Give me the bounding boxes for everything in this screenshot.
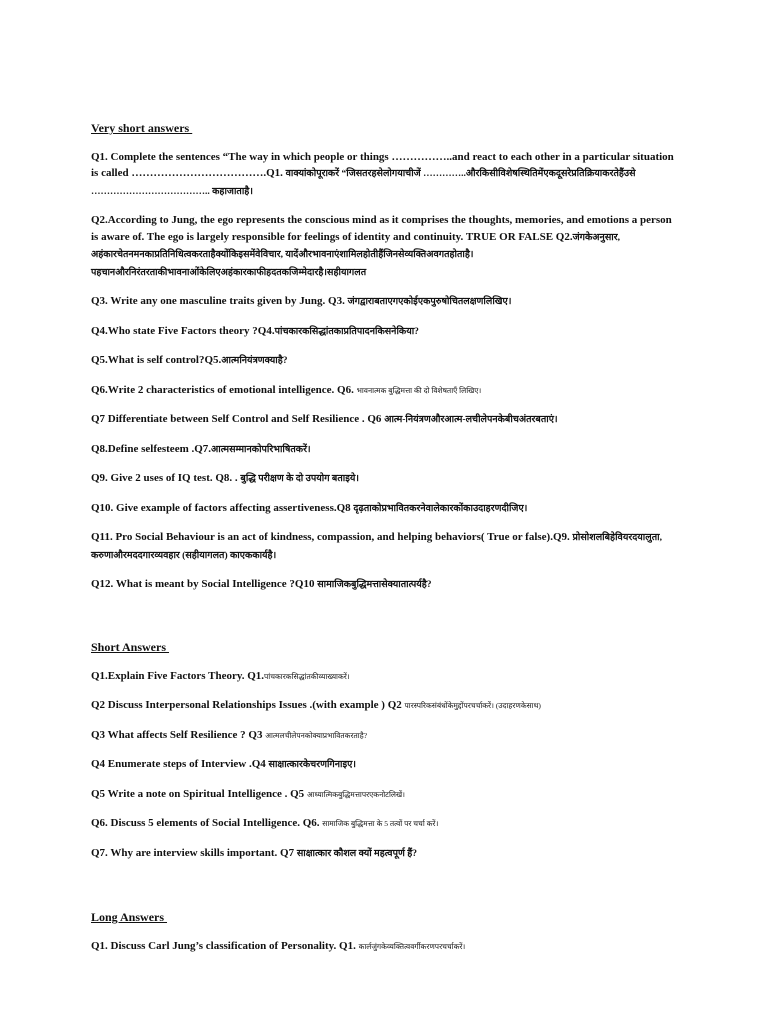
question-text-en: Q5.What is self control?Q5. xyxy=(91,354,222,366)
question-text-en: Q3 What affects Self Resilience ? Q3 xyxy=(91,728,266,741)
question-item xyxy=(91,697,681,715)
question-text-hi: पांचकारकसिद्धांतकाप्रतिपादनकिसनेकिया? xyxy=(274,326,419,337)
question-item xyxy=(91,815,681,833)
question-text-hi: जंगकेअनुसार, अहंकारचेतनमनकाप्रतिनिधित्वकरताहैक्योंकिइसमेंवेविचार, यादेंऔरभावनाएंशामिलहोतीहैंजिनसेव्यक्तिअवगतहोताहै।पहचानऔरनिरंतरताकीभावनाओंकेलिएअहंकारकाफीहदतकजिम्मेदारहै।सहीयागलत xyxy=(91,232,620,278)
section-very-short-answers xyxy=(91,120,681,594)
section-heading-very-short: Very short answers xyxy=(91,121,193,135)
question-item xyxy=(91,212,681,281)
question-text-en: Q11. Pro Social Behaviour is an act of kindness, compassion, and helping behaviors( True or false).Q9. xyxy=(91,531,573,543)
question-text-en: Q6.Write 2 characteristics of emotional intelligence. Q6. xyxy=(91,383,357,396)
question-text-hi: साक्षात्कारकेचरणगिनाइए। xyxy=(268,760,357,770)
question-text-hi: आध्यात्मिकबुद्धिमत्तापरएकनोटलिखें। xyxy=(306,789,405,799)
question-text-en: Q7. Why are interview skills important. Q7 xyxy=(91,846,297,859)
question-item xyxy=(91,323,681,341)
question-text-en: Q1. Complete the sentences “The way in which people or things ……………..and react to each other in a particular situation is called ……………………………….Q1. xyxy=(91,150,674,179)
question-text-hi: कार्लजुंगकेव्यक्तित्ववर्गीकरणपरचर्चाकरें। xyxy=(358,941,466,951)
question-item xyxy=(91,382,681,400)
question-text-en: Q1. Discuss Carl Jung’s classification of Personality. Q1. xyxy=(91,939,359,952)
question-text-hi: आत्मनियंत्रणक्याहै? xyxy=(221,356,288,366)
question-text-en: Q3. Write any one masculine traits given by Jung. Q3. xyxy=(91,295,348,307)
question-text-en: Q12. What is meant by Social Intelligence ?Q10 xyxy=(91,578,318,590)
question-text-hi: भावनात्मक बुद्धिमत्ता की दो विशेषताएँ लिखिए। xyxy=(356,385,482,395)
section-long-answers xyxy=(91,909,681,955)
question-item xyxy=(91,576,681,594)
question-text-hi: आत्मलचीलेपनकोक्याप्रभावितकरताहै? xyxy=(265,730,368,740)
question-text-en: Q5 Write a note on Spiritual Intelligence . Q5 xyxy=(91,787,307,800)
question-item xyxy=(91,938,681,956)
section-heading-long: Long Answers xyxy=(91,910,168,924)
question-text-hi: आत्मसम्मानकोपरिभाषितकरें। xyxy=(211,444,311,455)
question-text-en: Q6. Discuss 5 elements of Social Intelligence. Q6. xyxy=(91,817,323,829)
question-text-en: Q1.Explain Five Factors Theory. Q1. xyxy=(91,669,265,682)
question-text-en: Q4.Who state Five Factors theory ?Q4. xyxy=(91,324,275,337)
question-text-en: Q7 Differentiate between Self Control and Self Resilience . Q6 xyxy=(91,413,385,425)
question-text-hi: पांचकारकसिद्धांतकीव्याख्याकरें। xyxy=(264,671,350,681)
question-text-hi: बुद्धि परीक्षण के दो उपयोग बताइये। xyxy=(240,474,359,484)
question-item xyxy=(91,149,681,201)
question-text-hi: आत्म-नियंत्रणऔरआत्म-लचीलेपनकेबीचअंतरबताएं। xyxy=(384,415,558,425)
question-text-hi: जंगद्वाराबताएगएकोईएकपुरुषोचितलक्षणलिखिए। xyxy=(347,297,512,307)
question-text-hi: सामाजिक बुद्धिमत्ता के 5 तत्वों पर चर्चा करें। xyxy=(322,819,439,828)
question-text-en: Q2 Discuss Interpersonal Relationships Issues .(with example ) Q2 xyxy=(91,699,405,711)
question-item xyxy=(91,500,681,518)
question-paper xyxy=(91,120,681,955)
question-item xyxy=(91,293,681,311)
question-text-hi: सामाजिकबुद्धिमत्तासेक्यातात्पर्यहै? xyxy=(317,580,432,590)
question-text-hi: पारस्परिकसंबंधोंकेमुद्दोंपरचर्चाकरें। (उदाहरणकेसाथ) xyxy=(404,701,541,710)
section-short-answers xyxy=(91,639,681,862)
question-item xyxy=(91,668,681,686)
question-text-hi: साक्षात्कार कौशल क्यों महत्वपूर्ण हैं? xyxy=(296,848,418,859)
question-item xyxy=(91,845,681,863)
question-item xyxy=(91,411,681,429)
question-text-en: Q4 Enumerate steps of Interview .Q4 xyxy=(91,758,269,770)
question-text-hi: वाक्यांकोपूराकरें “जिसतरहसेलोगयाचीजें …………..औरकिसीविशेषस्थितिमेंएकदूसरेप्रतिक्रियाकरतेहैंउसे ……………………………….. कहाजाताहै। xyxy=(91,169,636,197)
question-text-hi: प्रोसोशलबिहेवियरदयालुता, करुणाऔरमददगारव्यवहार (सहीयागलत) काएककार्यहै। xyxy=(91,533,662,561)
question-item xyxy=(91,352,681,370)
question-text-hi: दृढ़ताकोप्रभावितकरनेवालेकारकोंकाउदाहरणदीजिए। xyxy=(353,503,528,514)
question-text-en: Q10. Give example of factors affecting assertiveness.Q8 xyxy=(91,501,354,514)
question-item xyxy=(91,441,681,459)
question-item xyxy=(91,756,681,774)
question-item xyxy=(91,727,681,745)
question-text-en: Q2.According to Jung, the ego represents the conscious mind as it comprises the thoughts, memories, and emotions a person is aware of. The ego is largely responsible for feelings of identity and continuity. TRUE OR FALSE Q2. xyxy=(91,214,672,243)
question-item xyxy=(91,529,681,564)
question-text-en: Q9. Give 2 uses of IQ test. Q8. . xyxy=(91,472,241,484)
section-heading-short: Short Answers xyxy=(91,640,170,654)
question-item xyxy=(91,786,681,804)
question-text-en: Q8.Define selfesteem .Q7. xyxy=(91,442,212,455)
question-item xyxy=(91,470,681,488)
